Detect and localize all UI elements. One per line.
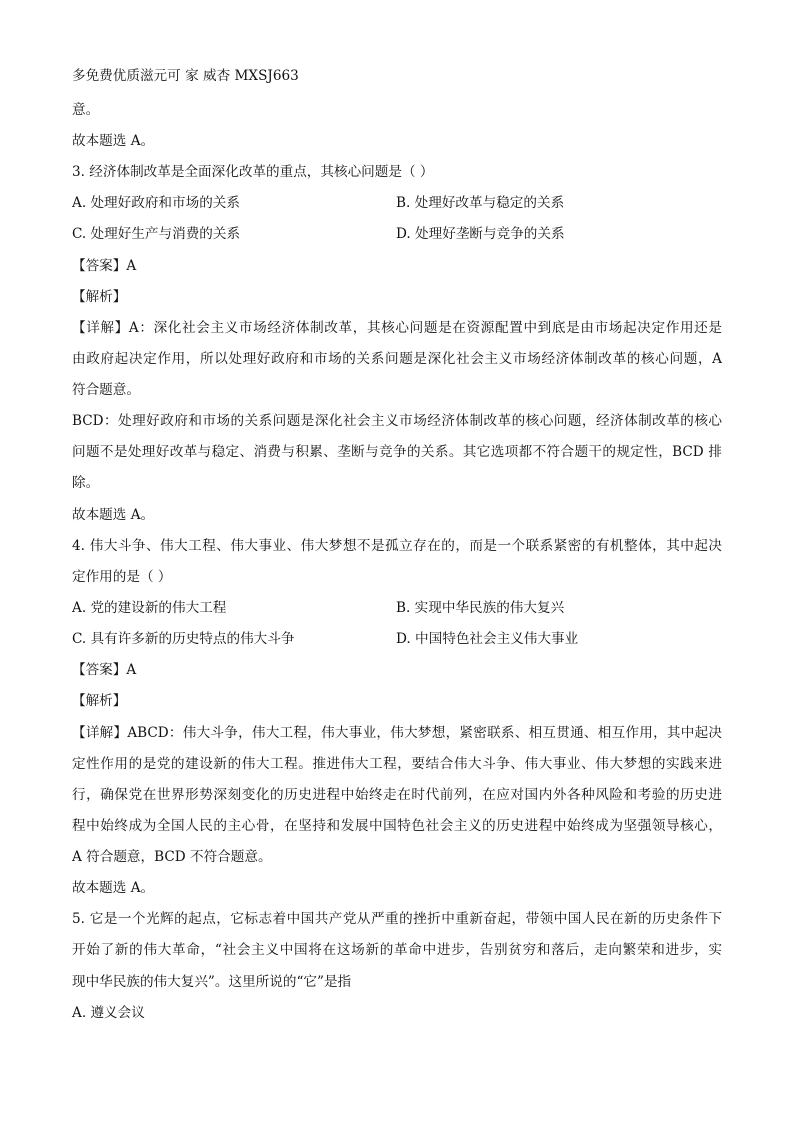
q3-detail-line: 除。 bbox=[72, 475, 100, 491]
q4-analysis-heading: 【解析】 bbox=[72, 693, 127, 709]
q3-detail-line: 【详解】A：深化社会主义市场经济体制改革，其核心问题是在资源配置中到底是由市场起决定作用还是 bbox=[72, 320, 722, 336]
q4-option-c: C. 具有许多新的历史特点的伟大斗争 bbox=[72, 631, 295, 647]
q3-option-b: B. 处理好改革与稳定的关系 bbox=[396, 195, 565, 211]
q5-stem-line: 开始了新的伟大革命，“社会主义中国将在这场新的革命中进步，告别贫穷和落后，走向繁荣和进步，实 bbox=[72, 942, 722, 958]
q4-detail-line: 【详解】ABCD：伟大斗争，伟大工程，伟大事业，伟大梦想，紧密联系、相互贯通、相互作用，其中起决 bbox=[72, 725, 722, 741]
q3-stem: 3. 经济体制改革是全面深化改革的重点，其核心问题是（ ） bbox=[72, 164, 434, 180]
q3-option-c: C. 处理好生产与消费的关系 bbox=[72, 226, 241, 242]
q3-detail-line: 由政府起决定作用，所以处理好政府和市场的关系问题是深化社会主义市场经济体制改革的核心问题，A bbox=[72, 351, 722, 367]
q4-detail-line: 行，确保党在世界形势深刻变化的历史进程中始终走在时代前列，在应对国内外各种风险和考验的历史进 bbox=[72, 787, 722, 803]
previous-conclusion: 故本题选 A。 bbox=[72, 133, 155, 149]
q4-conclusion: 故本题选 A。 bbox=[72, 880, 155, 896]
q4-answer: 【答案】A bbox=[72, 662, 137, 678]
q3-conclusion: 故本题选 A。 bbox=[72, 507, 155, 523]
q4-option-a: A. 党的建设新的伟大工程 bbox=[72, 600, 227, 616]
q4-option-b: B. 实现中华民族的伟大复兴 bbox=[396, 600, 565, 616]
q4-stem-line: 定作用的是（ ） bbox=[72, 569, 172, 585]
q3-answer: 【答案】A bbox=[72, 258, 137, 274]
q3-detail-line: 问题不是处理好改革与稳定、消费与积累、垄断与竞争的关系。其它选项都不符合题干的规定性，BCD 排 bbox=[72, 444, 722, 460]
q3-analysis-heading: 【解析】 bbox=[72, 289, 127, 305]
q4-stem-line: 4. 伟大斗争、伟大工程、伟大事业、伟大梦想不是孤立存在的，而是一个联系紧密的有机整体，其中起决 bbox=[72, 538, 722, 554]
q5-option-a: A. 遵义会议 bbox=[72, 1005, 145, 1021]
q4-option-d: D. 中国特色社会主义伟大事业 bbox=[396, 631, 579, 647]
q3-option-d: D. 处理好垄断与竞争的关系 bbox=[396, 226, 565, 242]
q3-detail-line: BCD：处理好政府和市场的关系问题是深化社会主义市场经济体制改革的核心问题，经济体制改革的核心 bbox=[72, 413, 722, 429]
q4-detail-line: 程中始终成为全国人民的主心骨，在坚持和发展中国特色社会主义的历史进程中始终成为坚强领导核心， bbox=[72, 818, 722, 834]
q5-stem-line: 5. 它是一个光辉的起点，它标志着中国共产党从严重的挫折中重新奋起，带领中国人民在新的历史条件下 bbox=[72, 911, 722, 927]
q4-detail-line: 定性作用的是党的建设新的伟大工程。推进伟大工程，要结合伟大斗争、伟大事业、伟大梦想的实践来进 bbox=[72, 756, 722, 772]
q3-option-a: A. 处理好政府和市场的关系 bbox=[72, 195, 240, 211]
q3-detail-line: 符合题意。 bbox=[72, 382, 140, 398]
previous-answer-tail: 意。 bbox=[72, 102, 100, 118]
q5-stem-line: 现中华民族的伟大复兴”。这里所说的“它”是指 bbox=[72, 974, 352, 990]
page-header-watermark: 多免费优质滋元可 家 威杏 MXSJ663 bbox=[72, 68, 299, 84]
q4-detail-line: A 符合题意，BCD 不符合题意。 bbox=[72, 849, 272, 865]
